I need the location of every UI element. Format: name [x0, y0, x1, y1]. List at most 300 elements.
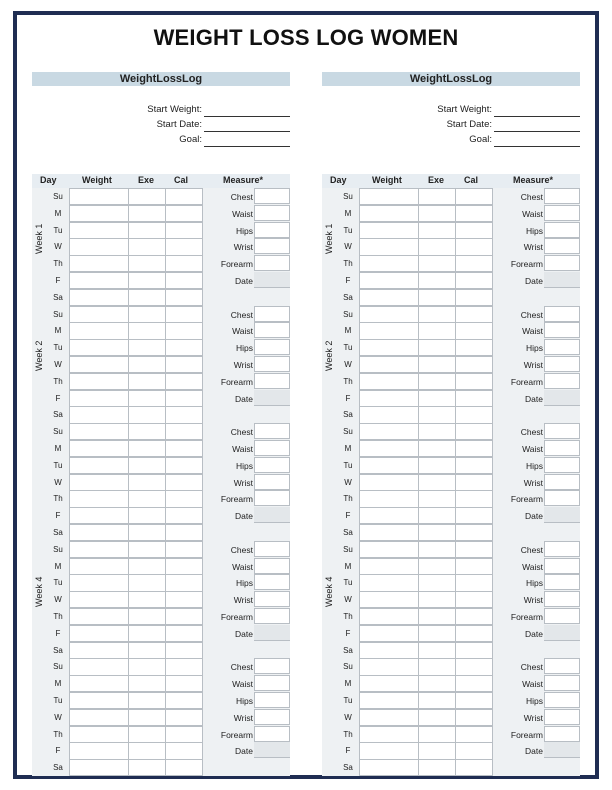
- exercise-cell[interactable]: [418, 541, 456, 558]
- date-field[interactable]: [254, 742, 290, 758]
- measure-field[interactable]: [544, 238, 580, 254]
- exercise-cell[interactable]: [128, 423, 166, 440]
- exercise-cell[interactable]: [418, 591, 456, 608]
- calories-cell[interactable]: [455, 507, 493, 524]
- exercise-cell[interactable]: [128, 490, 166, 507]
- day-label: Th: [53, 376, 63, 386]
- exercise-cell[interactable]: [128, 692, 166, 709]
- calories-cell[interactable]: [165, 440, 203, 457]
- exercise-cell[interactable]: [128, 742, 166, 759]
- weight-cell[interactable]: [359, 205, 419, 222]
- exercise-cell[interactable]: [128, 642, 166, 659]
- measure-field[interactable]: [254, 306, 290, 322]
- calories-cell[interactable]: [455, 541, 493, 558]
- calories-cell[interactable]: [165, 490, 203, 507]
- measure-label: Wrist: [233, 242, 253, 253]
- day-label: Tu: [343, 460, 353, 470]
- weight-cell[interactable]: [69, 658, 129, 675]
- calories-cell[interactable]: [455, 625, 493, 642]
- exercise-cell[interactable]: [418, 406, 456, 423]
- measure-field[interactable]: [544, 658, 580, 674]
- exercise-cell[interactable]: [128, 440, 166, 457]
- field-row: [322, 134, 580, 148]
- day-label: Sa: [53, 645, 63, 655]
- weight-cell[interactable]: [359, 356, 419, 373]
- measure-field[interactable]: [254, 541, 290, 557]
- weight-cell[interactable]: [359, 440, 419, 457]
- exercise-cell[interactable]: [418, 306, 456, 323]
- exercise-cell[interactable]: [128, 474, 166, 491]
- exercise-cell[interactable]: [128, 675, 166, 692]
- exercise-cell[interactable]: [418, 423, 456, 440]
- field-input-line[interactable]: [494, 116, 580, 117]
- measure-field[interactable]: [544, 322, 580, 338]
- date-field[interactable]: [544, 272, 580, 288]
- exercise-cell[interactable]: [418, 490, 456, 507]
- weight-cell[interactable]: [69, 406, 129, 423]
- measure-field[interactable]: [254, 339, 290, 355]
- calories-cell[interactable]: [455, 289, 493, 306]
- exercise-cell[interactable]: [128, 188, 166, 205]
- measure-field[interactable]: [254, 658, 290, 674]
- exercise-cell[interactable]: [128, 390, 166, 407]
- weight-cell[interactable]: [359, 490, 419, 507]
- exercise-cell[interactable]: [418, 608, 456, 625]
- measure-field[interactable]: [544, 188, 580, 204]
- exercise-cell[interactable]: [128, 574, 166, 591]
- weight-cell[interactable]: [359, 272, 419, 289]
- weight-cell[interactable]: [69, 541, 129, 558]
- calories-cell[interactable]: [455, 406, 493, 423]
- measure-field[interactable]: [544, 591, 580, 607]
- exercise-cell[interactable]: [418, 742, 456, 759]
- exercise-cell[interactable]: [418, 675, 456, 692]
- exercise-cell[interactable]: [418, 339, 456, 356]
- calories-cell[interactable]: [455, 642, 493, 659]
- weight-cell[interactable]: [69, 322, 129, 339]
- exercise-cell[interactable]: [128, 726, 166, 743]
- calories-cell[interactable]: [455, 390, 493, 407]
- calories-cell[interactable]: [165, 726, 203, 743]
- calories-cell[interactable]: [455, 692, 493, 709]
- calories-cell[interactable]: [455, 742, 493, 759]
- exercise-cell[interactable]: [128, 356, 166, 373]
- calories-cell[interactable]: [165, 390, 203, 407]
- weight-cell[interactable]: [69, 726, 129, 743]
- weight-cell[interactable]: [69, 675, 129, 692]
- exercise-cell[interactable]: [128, 524, 166, 541]
- exercise-cell[interactable]: [128, 558, 166, 575]
- measure-field[interactable]: [544, 726, 580, 742]
- weight-cell[interactable]: [69, 474, 129, 491]
- date-field[interactable]: [254, 625, 290, 641]
- weight-cell[interactable]: [69, 490, 129, 507]
- calories-cell[interactable]: [455, 709, 493, 726]
- calories-cell[interactable]: [455, 759, 493, 776]
- calories-cell[interactable]: [165, 591, 203, 608]
- measure-field[interactable]: [254, 322, 290, 338]
- weight-cell[interactable]: [359, 406, 419, 423]
- exercise-cell[interactable]: [418, 255, 456, 272]
- calories-cell[interactable]: [165, 692, 203, 709]
- measure-field[interactable]: [254, 457, 290, 473]
- weight-cell[interactable]: [69, 238, 129, 255]
- date-field[interactable]: [544, 390, 580, 406]
- date-field[interactable]: [254, 507, 290, 523]
- calories-cell[interactable]: [455, 423, 493, 440]
- measure-field[interactable]: [544, 608, 580, 624]
- exercise-cell[interactable]: [418, 692, 456, 709]
- calories-cell[interactable]: [165, 574, 203, 591]
- measure-field[interactable]: [254, 675, 290, 691]
- exercise-cell[interactable]: [418, 390, 456, 407]
- date-field[interactable]: [254, 390, 290, 406]
- weight-cell[interactable]: [359, 608, 419, 625]
- weight-cell[interactable]: [359, 390, 419, 407]
- column-header: Weight: [82, 175, 112, 185]
- weight-cell[interactable]: [359, 658, 419, 675]
- measure-field[interactable]: [254, 474, 290, 490]
- measure-field[interactable]: [544, 457, 580, 473]
- weight-cell[interactable]: [359, 457, 419, 474]
- calories-cell[interactable]: [165, 356, 203, 373]
- calories-cell[interactable]: [455, 591, 493, 608]
- calories-cell[interactable]: [165, 759, 203, 776]
- weight-cell[interactable]: [359, 726, 419, 743]
- calories-cell[interactable]: [455, 188, 493, 205]
- exercise-cell[interactable]: [418, 356, 456, 373]
- calories-cell[interactable]: [165, 507, 203, 524]
- calories-cell[interactable]: [165, 289, 203, 306]
- measure-field[interactable]: [254, 238, 290, 254]
- measure-label: Wrist: [523, 712, 543, 723]
- measure-field[interactable]: [544, 356, 580, 372]
- calories-cell[interactable]: [165, 541, 203, 558]
- exercise-cell[interactable]: [128, 658, 166, 675]
- weight-cell[interactable]: [359, 322, 419, 339]
- exercise-cell[interactable]: [418, 524, 456, 541]
- date-field[interactable]: [254, 272, 290, 288]
- exercise-cell[interactable]: [418, 574, 456, 591]
- calories-cell[interactable]: [455, 474, 493, 491]
- measure-field[interactable]: [544, 541, 580, 557]
- measure-label: Date: [525, 746, 543, 757]
- weight-cell[interactable]: [359, 306, 419, 323]
- weight-cell[interactable]: [69, 457, 129, 474]
- measure-field[interactable]: [544, 222, 580, 238]
- measure-label: Forearm: [220, 376, 253, 387]
- calories-cell[interactable]: [455, 608, 493, 625]
- calories-cell[interactable]: [165, 608, 203, 625]
- weight-cell[interactable]: [69, 339, 129, 356]
- calories-cell[interactable]: [165, 238, 203, 255]
- calories-cell[interactable]: [455, 440, 493, 457]
- weight-cell[interactable]: [359, 709, 419, 726]
- calories-cell[interactable]: [165, 406, 203, 423]
- exercise-cell[interactable]: [128, 373, 166, 390]
- measure-field[interactable]: [544, 574, 580, 590]
- day-label: F: [345, 511, 351, 521]
- calories-cell[interactable]: [165, 188, 203, 205]
- calories-cell[interactable]: [165, 272, 203, 289]
- weight-cell[interactable]: [359, 692, 419, 709]
- calories-cell[interactable]: [455, 255, 493, 272]
- calories-cell[interactable]: [165, 322, 203, 339]
- calories-cell[interactable]: [165, 306, 203, 323]
- exercise-cell[interactable]: [418, 474, 456, 491]
- calories-cell[interactable]: [455, 306, 493, 323]
- measure-field[interactable]: [254, 726, 290, 742]
- calories-cell[interactable]: [455, 558, 493, 575]
- weight-cell[interactable]: [69, 692, 129, 709]
- exercise-cell[interactable]: [128, 541, 166, 558]
- measure-label: Waist: [232, 208, 253, 219]
- measure-field[interactable]: [254, 205, 290, 221]
- exercise-cell[interactable]: [418, 726, 456, 743]
- calories-cell[interactable]: [165, 373, 203, 390]
- weight-cell[interactable]: [69, 608, 129, 625]
- exercise-cell[interactable]: [128, 222, 166, 239]
- log-column: [32, 72, 290, 780]
- exercise-cell[interactable]: [418, 188, 456, 205]
- weight-cell[interactable]: [69, 205, 129, 222]
- measure-field[interactable]: [254, 222, 290, 238]
- day-label: W: [344, 242, 352, 252]
- calories-cell[interactable]: [455, 675, 493, 692]
- weight-cell[interactable]: [69, 289, 129, 306]
- exercise-cell[interactable]: [418, 507, 456, 524]
- weight-cell[interactable]: [69, 188, 129, 205]
- exercise-cell[interactable]: [418, 205, 456, 222]
- exercise-cell[interactable]: [418, 457, 456, 474]
- exercise-cell[interactable]: [418, 222, 456, 239]
- weight-cell[interactable]: [359, 558, 419, 575]
- weight-cell[interactable]: [359, 675, 419, 692]
- weight-cell[interactable]: [69, 356, 129, 373]
- measure-field[interactable]: [254, 709, 290, 725]
- calories-cell[interactable]: [165, 642, 203, 659]
- weight-cell[interactable]: [359, 474, 419, 491]
- exercise-cell[interactable]: [418, 642, 456, 659]
- calories-cell[interactable]: [455, 457, 493, 474]
- weight-cell[interactable]: [69, 574, 129, 591]
- measure-field[interactable]: [544, 692, 580, 708]
- calories-cell[interactable]: [455, 524, 493, 541]
- measure-field[interactable]: [254, 255, 290, 271]
- weight-cell[interactable]: [359, 574, 419, 591]
- exercise-cell[interactable]: [128, 255, 166, 272]
- calories-cell[interactable]: [165, 675, 203, 692]
- calories-cell[interactable]: [455, 322, 493, 339]
- date-field[interactable]: [544, 742, 580, 758]
- calories-cell[interactable]: [165, 457, 203, 474]
- day-label: Su: [343, 309, 353, 319]
- exercise-cell[interactable]: [128, 322, 166, 339]
- weight-cell[interactable]: [69, 440, 129, 457]
- calories-cell[interactable]: [455, 373, 493, 390]
- calories-cell[interactable]: [455, 222, 493, 239]
- exercise-cell[interactable]: [418, 272, 456, 289]
- measure-label: Waist: [522, 208, 543, 219]
- weight-cell[interactable]: [69, 642, 129, 659]
- measure-field[interactable]: [544, 675, 580, 691]
- measure-field[interactable]: [544, 490, 580, 506]
- measure-field[interactable]: [544, 440, 580, 456]
- exercise-cell[interactable]: [128, 625, 166, 642]
- weight-cell[interactable]: [359, 759, 419, 776]
- exercise-cell[interactable]: [418, 658, 456, 675]
- calories-cell[interactable]: [165, 255, 203, 272]
- weight-cell[interactable]: [359, 423, 419, 440]
- calories-cell[interactable]: [455, 238, 493, 255]
- exercise-cell[interactable]: [128, 507, 166, 524]
- weight-cell[interactable]: [359, 524, 419, 541]
- exercise-cell[interactable]: [418, 440, 456, 457]
- exercise-cell[interactable]: [418, 322, 456, 339]
- calories-cell[interactable]: [165, 558, 203, 575]
- measure-field[interactable]: [254, 356, 290, 372]
- day-label: W: [54, 242, 62, 252]
- exercise-cell[interactable]: [128, 457, 166, 474]
- exercise-cell[interactable]: [128, 759, 166, 776]
- weight-cell[interactable]: [359, 642, 419, 659]
- weight-cell[interactable]: [69, 591, 129, 608]
- weight-cell[interactable]: [69, 709, 129, 726]
- measure-field[interactable]: [544, 709, 580, 725]
- weight-cell[interactable]: [359, 238, 419, 255]
- weight-cell[interactable]: [359, 373, 419, 390]
- weight-cell[interactable]: [69, 524, 129, 541]
- exercise-cell[interactable]: [418, 238, 456, 255]
- calories-cell[interactable]: [165, 222, 203, 239]
- calories-cell[interactable]: [455, 658, 493, 675]
- exercise-cell[interactable]: [128, 591, 166, 608]
- calories-cell[interactable]: [455, 339, 493, 356]
- measure-field[interactable]: [544, 339, 580, 355]
- calories-cell[interactable]: [455, 356, 493, 373]
- measure-label: Hips: [525, 225, 543, 236]
- exercise-cell[interactable]: [418, 373, 456, 390]
- measure-field[interactable]: [544, 306, 580, 322]
- exercise-cell[interactable]: [128, 205, 166, 222]
- weight-cell[interactable]: [69, 625, 129, 642]
- exercise-cell[interactable]: [128, 306, 166, 323]
- weight-cell[interactable]: [359, 541, 419, 558]
- calories-cell[interactable]: [165, 474, 203, 491]
- measure-field[interactable]: [254, 373, 290, 389]
- weight-cell[interactable]: [69, 255, 129, 272]
- weight-cell[interactable]: [359, 222, 419, 239]
- measure-field[interactable]: [254, 490, 290, 506]
- field-input-line[interactable]: [494, 131, 580, 132]
- exercise-cell[interactable]: [418, 625, 456, 642]
- calories-cell[interactable]: [165, 423, 203, 440]
- exercise-cell[interactable]: [418, 558, 456, 575]
- exercise-cell[interactable]: [128, 272, 166, 289]
- weight-cell[interactable]: [69, 373, 129, 390]
- exercise-cell[interactable]: [418, 759, 456, 776]
- measure-field[interactable]: [254, 608, 290, 624]
- calories-cell[interactable]: [455, 205, 493, 222]
- exercise-cell[interactable]: [128, 238, 166, 255]
- exercise-cell[interactable]: [128, 608, 166, 625]
- calories-cell[interactable]: [165, 625, 203, 642]
- weight-cell[interactable]: [359, 339, 419, 356]
- weight-cell[interactable]: [69, 558, 129, 575]
- day-label: F: [345, 276, 351, 285]
- weight-cell[interactable]: [69, 306, 129, 323]
- calories-cell[interactable]: [165, 742, 203, 759]
- measure-field[interactable]: [254, 591, 290, 607]
- field-input-line[interactable]: [204, 131, 290, 132]
- exercise-cell[interactable]: [128, 709, 166, 726]
- date-field[interactable]: [544, 625, 580, 641]
- weight-cell[interactable]: [359, 507, 419, 524]
- date-field[interactable]: [544, 507, 580, 523]
- field-input-line[interactable]: [204, 116, 290, 117]
- weight-cell[interactable]: [69, 390, 129, 407]
- measure-field[interactable]: [254, 188, 290, 204]
- measure-field[interactable]: [544, 423, 580, 439]
- weight-cell[interactable]: [69, 507, 129, 524]
- measure-field[interactable]: [544, 558, 580, 574]
- exercise-cell[interactable]: [128, 406, 166, 423]
- measure-field[interactable]: [254, 692, 290, 708]
- measure-label: Chest: [520, 192, 543, 202]
- weight-cell[interactable]: [69, 759, 129, 776]
- weight-cell[interactable]: [69, 272, 129, 289]
- calories-cell[interactable]: [455, 272, 493, 289]
- calories-cell[interactable]: [455, 574, 493, 591]
- exercise-cell[interactable]: [128, 339, 166, 356]
- measure-label: Hips: [235, 578, 253, 589]
- field-input-line[interactable]: [494, 146, 580, 147]
- measure-field[interactable]: [544, 373, 580, 389]
- exercise-cell[interactable]: [418, 289, 456, 306]
- calories-cell[interactable]: [165, 524, 203, 541]
- measure-field[interactable]: [254, 440, 290, 456]
- calories-cell[interactable]: [165, 709, 203, 726]
- calories-cell[interactable]: [165, 205, 203, 222]
- measure-field[interactable]: [254, 558, 290, 574]
- measure-field[interactable]: [254, 574, 290, 590]
- weight-cell[interactable]: [359, 188, 419, 205]
- weight-cell[interactable]: [359, 742, 419, 759]
- field-input-line[interactable]: [204, 146, 290, 147]
- measure-field[interactable]: [544, 205, 580, 221]
- calories-cell[interactable]: [165, 339, 203, 356]
- exercise-cell[interactable]: [418, 709, 456, 726]
- measure-label: Waist: [232, 561, 253, 572]
- calories-cell[interactable]: [455, 490, 493, 507]
- measure-label: Date: [525, 628, 543, 639]
- measure-field[interactable]: [544, 474, 580, 490]
- weight-cell[interactable]: [359, 625, 419, 642]
- exercise-cell[interactable]: [128, 289, 166, 306]
- weight-cell[interactable]: [359, 591, 419, 608]
- measure-label: Waist: [232, 326, 253, 337]
- day-label: Sa: [53, 763, 63, 773]
- weight-cell[interactable]: [69, 423, 129, 440]
- weight-cell[interactable]: [69, 222, 129, 239]
- weight-cell[interactable]: [359, 255, 419, 272]
- measure-field[interactable]: [544, 255, 580, 271]
- weight-cell[interactable]: [69, 742, 129, 759]
- weight-cell[interactable]: [359, 289, 419, 306]
- measure-field[interactable]: [254, 423, 290, 439]
- calories-cell[interactable]: [455, 726, 493, 743]
- calories-cell[interactable]: [165, 658, 203, 675]
